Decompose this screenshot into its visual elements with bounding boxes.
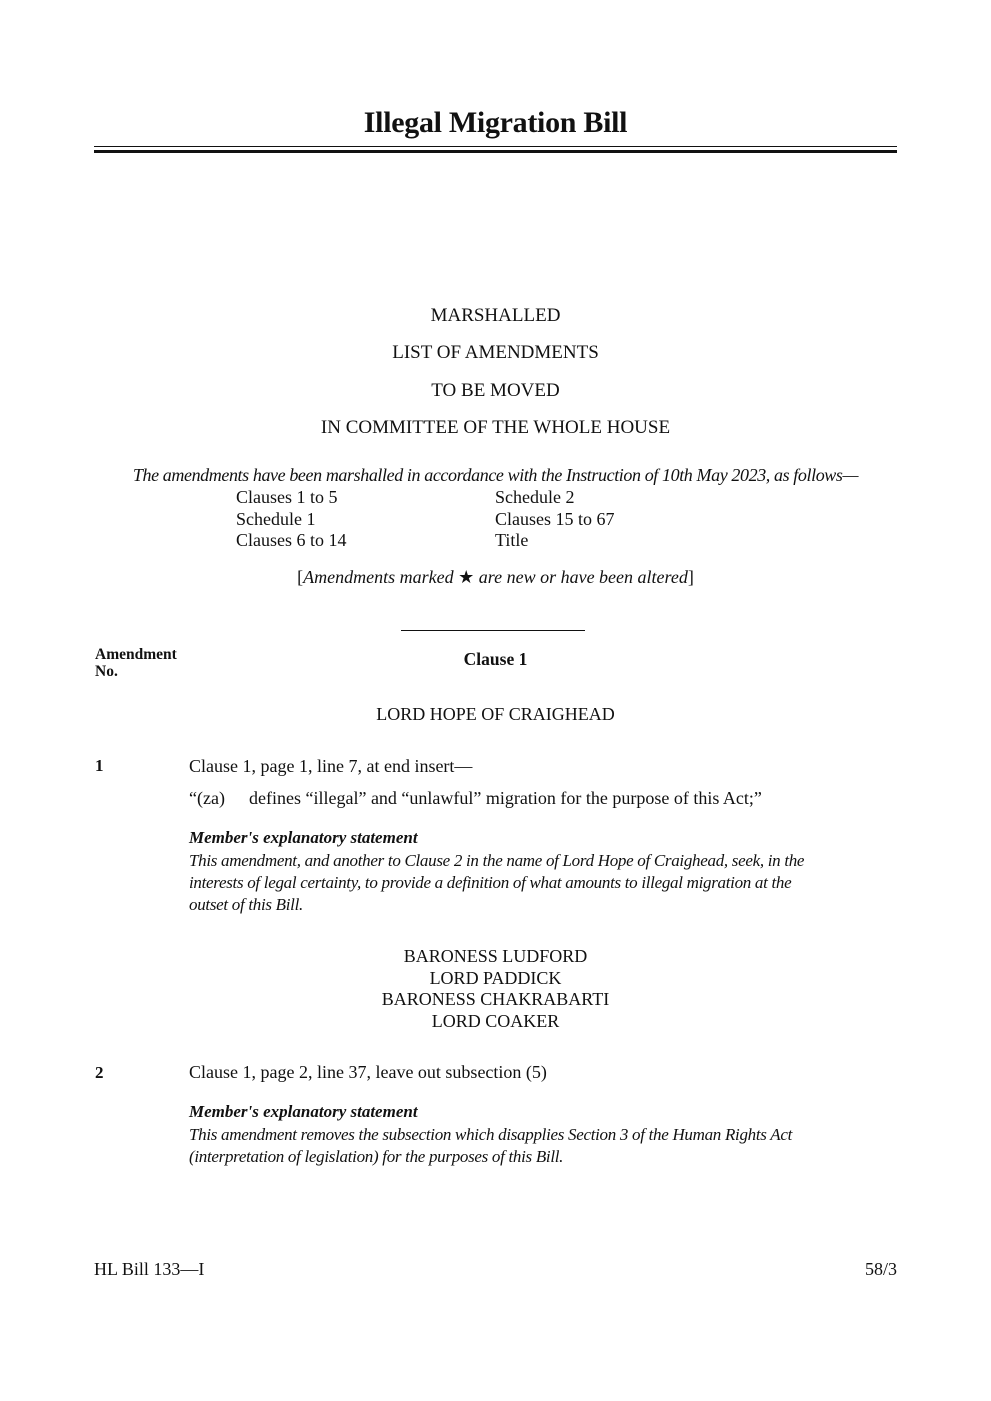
- heading-line-moved: TO BE MOVED: [431, 380, 560, 401]
- explanatory-statement: This amendment removes the subsection which disapplies Section 3 of the Human Rights Act (interpretation of legislation) for the purposes of this Bill.: [189, 1125, 792, 1166]
- order-item: Clauses 15 to 67: [495, 508, 615, 529]
- amendment-number: 2: [95, 1063, 104, 1082]
- order-item: Clauses 1 to 5: [236, 487, 338, 507]
- title-rule-thin: [94, 146, 897, 147]
- order-item: Schedule 1: [236, 508, 316, 529]
- heading-line-committee: IN COMMITTEE OF THE WHOLE HOUSE: [320, 417, 671, 438]
- order-list-right: [495, 487, 615, 552]
- marshalling-instruction: The amendments have been marshalled in accordance with the Instruction of 10th May 2023, as follows—: [132, 465, 859, 485]
- sponsor-name: BARONESS LUDFORD: [403, 946, 588, 966]
- sponsor-name: BARONESS CHAKRABARTI: [381, 989, 610, 1009]
- sponsor-name: LORD PADDICK: [429, 967, 562, 988]
- sponsor-name: LORD HOPE OF CRAIGHEAD: [376, 704, 615, 724]
- altered-amendments-note: [Amendments marked ★ are new or have been altered]: [297, 567, 694, 587]
- order-item: Schedule 2: [495, 487, 575, 507]
- amendment-number: 1: [95, 756, 104, 775]
- heading-line-marshalled: MARSHALLED: [430, 305, 561, 326]
- amendment-text: Clause 1, page 2, line 37, leave out subsection (5): [189, 1062, 547, 1082]
- amendment-text: Clause 1, page 1, line 7, at end insert—: [189, 756, 473, 776]
- bill-reference: HL Bill 133—I: [94, 1259, 205, 1279]
- inserted-paragraph-label: “(za): [189, 788, 225, 808]
- clause-heading: Clause 1: [463, 649, 528, 669]
- star-icon: ★: [458, 567, 475, 587]
- explanatory-statement: This amendment, and another to Clause 2 in the name of Lord Hope of Craighead, seek, in the interests of legal certainty, to provide a definition of what amounts to illegal migration at the outset of this Bill.: [189, 851, 805, 914]
- order-list-left: [236, 487, 347, 552]
- sponsor-list: [94, 704, 897, 726]
- order-item: Clauses 6 to 14: [236, 530, 347, 550]
- amendment-no-header: Amendment No.: [95, 646, 177, 680]
- explanatory-statement-heading: Member's explanatory statement: [189, 1102, 418, 1121]
- order-item: Title: [495, 530, 529, 550]
- explanatory-statement-heading: Member's explanatory statement: [189, 828, 418, 847]
- sponsor-list: [94, 946, 897, 1032]
- section-separator: [401, 630, 585, 631]
- sponsor-name: LORD COAKER: [431, 1010, 560, 1031]
- page-reference: 58/3: [864, 1259, 897, 1279]
- inserted-text: “(za) defines “illegal” and “unlawful” migration for the purpose of this Act;”: [189, 788, 762, 808]
- heading-line-list: LIST OF AMENDMENTS: [392, 342, 599, 363]
- document-title: Illegal Migration Bill: [363, 106, 628, 139]
- title-rule-thick: [94, 150, 897, 153]
